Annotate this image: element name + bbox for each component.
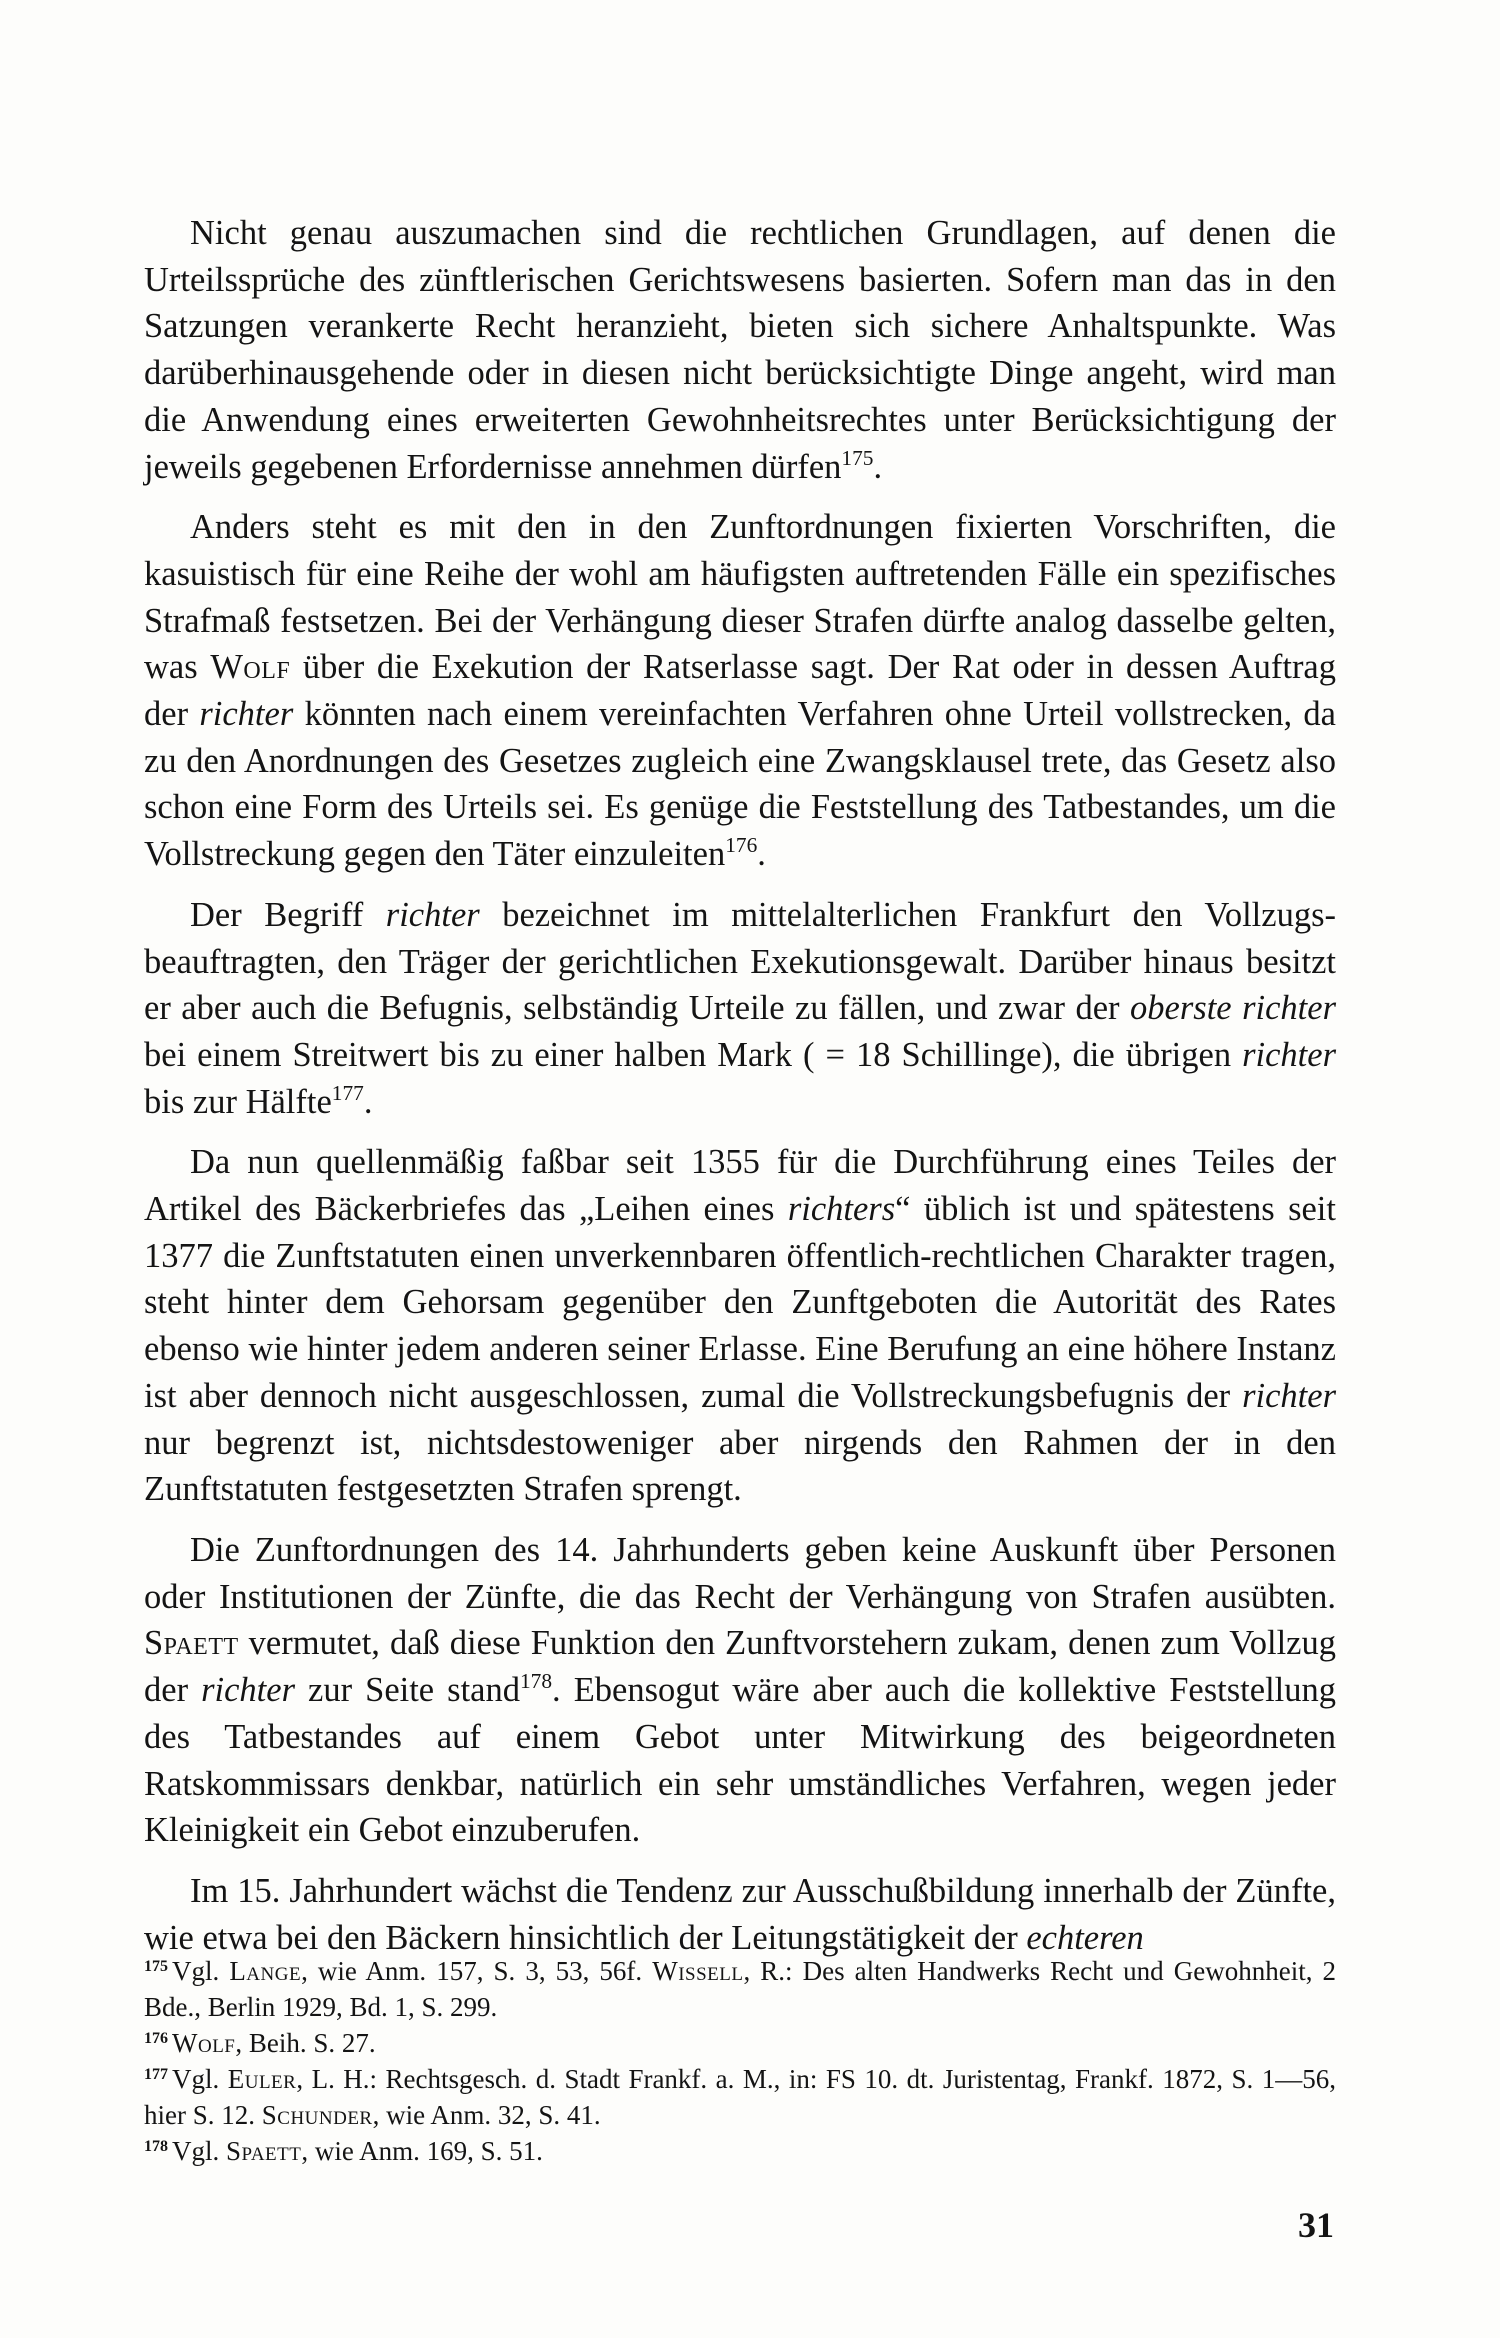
text-run: Der Begriff (190, 895, 386, 934)
page-number: 31 (1298, 2205, 1334, 2245)
text-run: , wie Anm. 169, S. 51. (301, 2136, 543, 2166)
footnote-reference: 175 (841, 445, 874, 470)
italic-term: richter (201, 1671, 295, 1710)
italic-term: richter (1242, 1035, 1336, 1074)
text-run: Vgl. (172, 1956, 230, 1986)
text-run: vermutet, daß diese Funktion den Zunftvorstehern zukam, denen zum Vollzug der (144, 1624, 1336, 1710)
text-run: . Ebensogut wäre aber auch die kollektive Feststellung des Tatbestandes auf einem Gebot unter Mitwirkung des beigeordneten Ratskommissars denkbar, natürlich ein sehr umständliches Verfahren, wegen jeder Kleinigkeit ein Gebot einzuberufen. (144, 1671, 1336, 1850)
author-name: Wolf (210, 648, 291, 687)
text-run: könnten nach einem vereinfachten Verfahren ohne Urteil vollstrecken, da zu den Anordnungen des Gesetzes zugleich eine Zwangsklausel trete, das Gesetz also schon eine Form des Urteils sei. Es genüge die Feststellung des Tatbestandes, um die Vollstreckung gegen den Täter einzuleiten (144, 695, 1336, 874)
text-run: Anders steht es mit den in den Zunftordnungen fixierten Vorschriften, die kasuistisch für eine Reihe der wohl am häufigsten auftretenden Fälle ein spezifisches Strafmaß festsetzen. Bei der Verhängung dieser Strafen dürfte analog dasselbe gelten, was (144, 508, 1336, 687)
text-run: über die Exekution der Ratserlasse sagt. Der Rat oder in dessen Auftrag der (144, 648, 1337, 734)
author-name: Lange (229, 1956, 302, 1986)
footnotes (144, 1953, 1336, 2169)
text-run: bezeichnet im mittelalterlichen Frankfurt den Vollzugsbeauftragten, den Träger der gerichtlichen Exekutionsgewalt. Darüber hinaus besitzt er aber auch die Befugnis, selbständig Urteile zu fällen, und zwar der (144, 895, 1337, 1028)
footnote-reference: 177 (331, 1080, 364, 1105)
text-run: “ üblich ist und spätestens seit 1377 die Zunftstatuten einen unverkennbaren öffentlich-rechtlichen Charakter tragen, steht hinter dem Gehorsam gegenüber den Zunftgeboten die Autorität des Rates ebenso wie hinter jedem anderen seiner Erlasse. Eine Berufung an eine höhere Instanz ist aber dennoch nicht ausgeschlossen, zumal die Vollstreckungsbefugnis der (144, 1190, 1336, 1415)
text-run: , L. H.: Rechtsgesch. d. Stadt Frankf. a. M., in: FS 10. dt. Juristentag, Frankf. 1872, S. 1—56, hier S. 12. (144, 2064, 1336, 2130)
author-name: Spaett (226, 2136, 302, 2166)
author-name: Wissell (652, 1956, 744, 1986)
text-run: , Beih. S. 27. (235, 2028, 376, 2058)
author-name: Spaett (144, 1624, 239, 1663)
footnote: 178 Vgl. Spaett, wie Anm. 169, S. 51. (144, 2136, 543, 2166)
italic-term: richter (1242, 1376, 1336, 1415)
paragraph-p3 (144, 892, 1336, 1126)
text-run: Die Zunftordnungen des 14. Jahrhunderts geben keine Auskunft über Personen oder Institutionen der Zünfte, die das Recht der Verhängung von Strafen ausübten. (144, 1530, 1336, 1616)
text-run: zur Seite stand (295, 1671, 520, 1710)
paragraph-p2 (144, 504, 1336, 878)
author-name: Schunder (261, 2100, 373, 2130)
text-run: Nicht genau auszumachen sind die rechtlichen Grundlagen, auf denen die Urteilssprüche des zünftlerischen Gerichtswesens basierten. Sofern man das in den Satzungen verankerte Recht heranzieht, bieten sich sichere Anhaltspunkte. Was darüberhinausgehende oder in diesen nicht berücksichtigte Dinge angeht, wird man die Anwendung eines erweiterten Gewohnheitsrechtes unter Berücksichtigung der jeweils gegebenen Erfordernisse annehmen dürfen (144, 214, 1336, 486)
paragraph-p5 (144, 1527, 1336, 1854)
author-name: Wolf (172, 2028, 236, 2058)
text-run: Vgl. (172, 2064, 228, 2094)
text-run: Im 15. Jahrhundert wächst die Tendenz zur Ausschußbildung innerhalb der Zünfte, wie etwa bei den Bäckern hinsichtlich der Leitungstätigkeit der (144, 1871, 1336, 1957)
text-run: . (363, 1082, 373, 1121)
italic-term: oberste richter (1130, 989, 1336, 1028)
text-run: bis zur Hälfte (144, 1082, 332, 1121)
footnote: 177 Vgl. Euler, L. H.: Rechtsgesch. d. Stadt Frankf. a. M., in: FS 10. dt. Juristentag, Frankf. 1872, S. 1—56, hier S. 12. Schunder, wie Anm. 32, S. 41. (144, 2064, 1336, 2130)
italic-term: richter (385, 895, 480, 934)
body-text (144, 210, 1336, 1961)
text-run: bei einem Streitwert bis zu einer halben Mark ( = 18 Schillinge), die übrigen (144, 1035, 1243, 1074)
text-run: nur begrenzt ist, nichtsdestoweniger aber nirgends den Rahmen der in den Zunftstatuten festgesetzten Strafen sprengt. (144, 1423, 1336, 1509)
footnote-reference: 178 (519, 1669, 553, 1694)
text-run: . (873, 447, 883, 486)
paragraph-p4 (144, 1139, 1336, 1513)
text-run: , wie Anm. 32, S. 41. (372, 2100, 601, 2130)
paragraph-p6 (144, 1868, 1336, 1961)
text-run: , wie Anm. 157, S. 3, 53, 56f. (301, 1956, 653, 1986)
text-run: , R.: Des alten Handwerks Recht und Gewohnheit, 2 Bde., Berlin 1929, Bd. 1, S. 299. (144, 1956, 1336, 2022)
italic-term: richters (787, 1190, 896, 1229)
paragraph-p1 (144, 210, 1336, 490)
text-run: Da nun quellenmäßig faßbar seit 1355 für die Durchführung eines Teiles der Artikel des Bäckerbriefes das „Leihen eines (144, 1143, 1336, 1229)
text-run: . (757, 835, 766, 874)
italic-term: echteren (1026, 1918, 1144, 1957)
italic-term: richter (199, 695, 294, 734)
footnote: 175 Vgl. Lange, wie Anm. 157, S. 3, 53, 56f. Wissell, R.: Des alten Handwerks Recht und Gewohnheit, 2 Bde., Berlin 1929, Bd. 1, S. 299. (144, 1956, 1336, 2022)
text-run: Vgl. (172, 2136, 226, 2166)
author-name: Euler (227, 2064, 297, 2094)
footnote-reference: 176 (725, 833, 758, 858)
footnote: 176 Wolf, Beih. S. 27. (144, 2028, 376, 2058)
